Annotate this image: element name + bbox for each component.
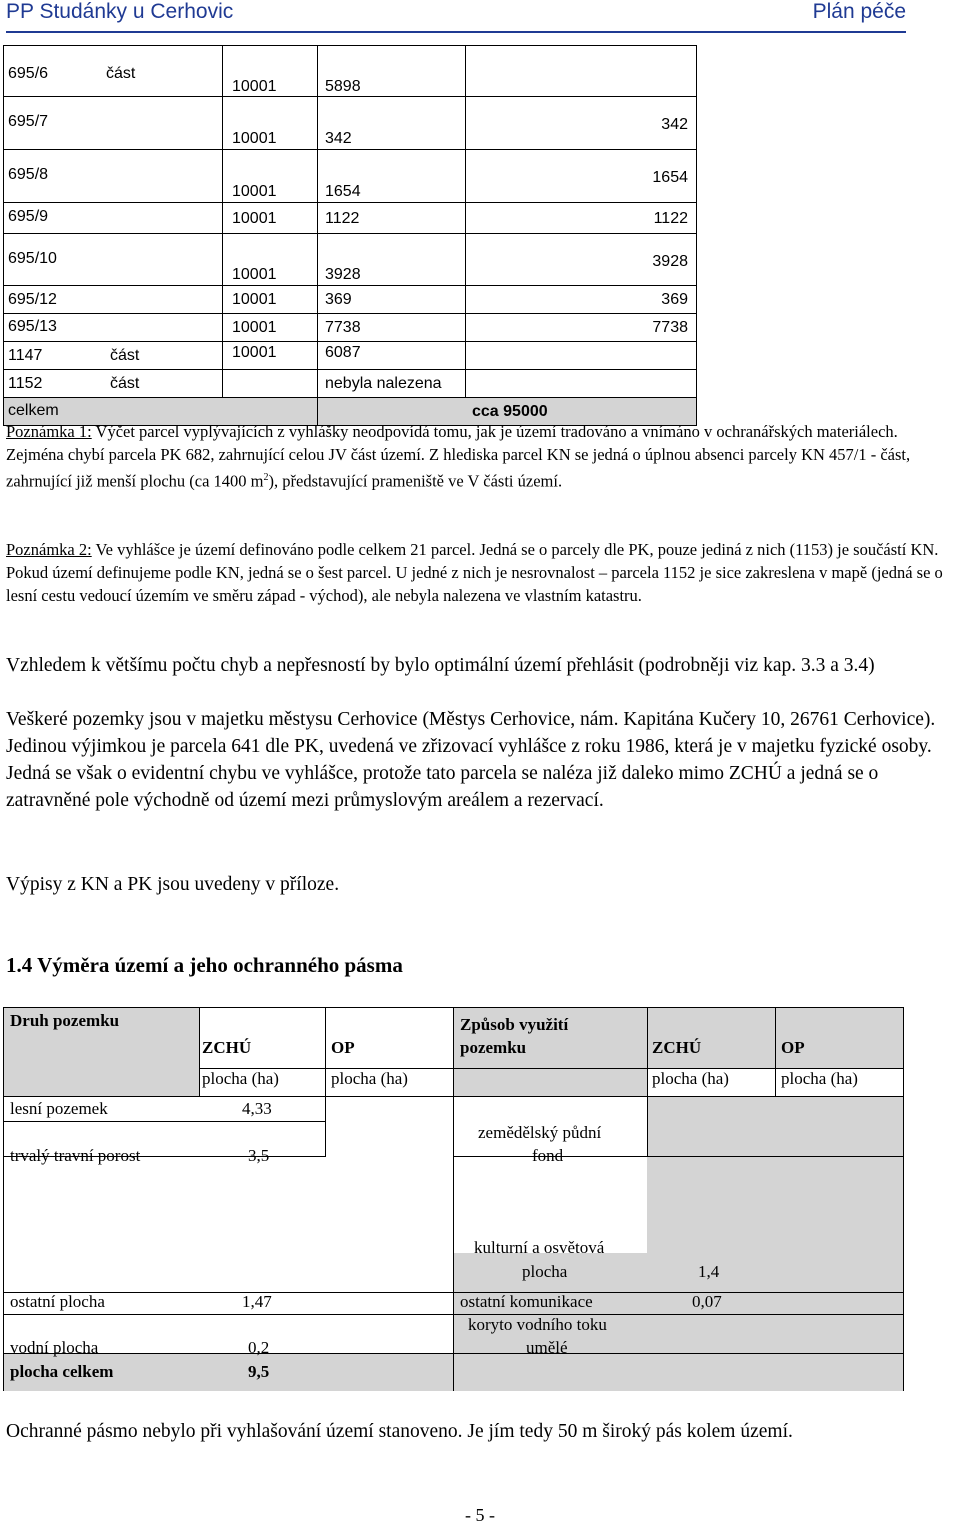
parcel-number: 1147 bbox=[8, 347, 43, 364]
parcel-table bbox=[3, 45, 697, 426]
parcel-lv: 10001 bbox=[232, 78, 277, 95]
parcel-lv: 10001 bbox=[232, 183, 277, 200]
row-value-kult: 1,4 bbox=[698, 1262, 720, 1281]
row-label-zemed-2: fond bbox=[532, 1146, 564, 1165]
parcel-number: 695/12 bbox=[8, 291, 57, 308]
parcel-part: část bbox=[110, 375, 140, 392]
parcel-part: část bbox=[106, 65, 136, 82]
table-row bbox=[3, 45, 697, 96]
parcel-area: 1122 bbox=[325, 210, 360, 227]
col-header-zpusob-2: pozemku bbox=[460, 1038, 527, 1057]
note-1 bbox=[6, 420, 946, 493]
parcel-extra: 369 bbox=[661, 291, 688, 308]
parcel-area: 5898 bbox=[325, 78, 361, 95]
note-1-tail: ), představující prameniště ve V části území. bbox=[268, 471, 563, 491]
paragraph-3: Výpisy z KN a PK jsou uvedeny v příloze. bbox=[6, 874, 340, 895]
parcel-lv: 10001 bbox=[232, 130, 277, 147]
header-divider bbox=[6, 31, 906, 33]
parcel-area: 7738 bbox=[325, 319, 361, 336]
row-value-lesni: 4,33 bbox=[242, 1099, 272, 1118]
col-header-zpusob-1: Způsob využití bbox=[460, 1015, 569, 1034]
page-header bbox=[6, 0, 906, 28]
parcel-extra: 3928 bbox=[652, 253, 688, 270]
unit-op: plocha (ha) bbox=[331, 1069, 408, 1088]
parcel-extra: 342 bbox=[661, 116, 688, 133]
unit-op-2: plocha (ha) bbox=[781, 1069, 858, 1088]
parcel-area: nebyla nalezena bbox=[325, 375, 442, 392]
note-1-sup: 2 bbox=[263, 472, 269, 483]
row-value-vodni: 0,2 bbox=[248, 1338, 270, 1357]
table-row bbox=[3, 313, 697, 341]
row-value-celkem: 9,5 bbox=[248, 1362, 270, 1381]
footer-paragraph: Ochranné pásmo nebylo při vyhlašování území stanoveno. Je jím tedy 50 m široký pás kolem území. bbox=[6, 1421, 793, 1442]
row-label-ostatni: ostatní plocha bbox=[10, 1292, 105, 1311]
parcel-number: 695/9 bbox=[8, 208, 49, 225]
area-table bbox=[3, 1007, 904, 1391]
parcel-extra: 7738 bbox=[652, 319, 688, 336]
row-label-celkem: plocha celkem bbox=[10, 1362, 114, 1381]
parcel-number: 695/6 bbox=[8, 65, 49, 82]
parcel-area: 369 bbox=[325, 291, 352, 308]
page-number: - 5 - bbox=[465, 1505, 495, 1525]
table-row bbox=[3, 149, 697, 202]
document-section: Plán péče bbox=[812, 0, 906, 23]
row-label-komunikace: ostatní komunikace bbox=[460, 1292, 593, 1311]
row-label-koryto-1: koryto vodního toku bbox=[468, 1315, 607, 1334]
parcel-extra: 1122 bbox=[653, 210, 688, 227]
col-header-zchu-2: ZCHÚ bbox=[652, 1038, 702, 1057]
row-label-kult-1: kulturní a osvětová bbox=[474, 1238, 605, 1257]
note-2-text: Ve vyhlášce je území definováno podle celkem 21 parcel. Jedná se o parcely dle PK, pouze jediná z nich (1153) je součástí KN. Pokud území definujeme podle KN, jedná se o šest parcel. U jedné z nich je nesrovnalost – parcela 1152 je sice zakreslena v mapě (jedná se o lesní cestu vedoucí územím ve směru západ - východ), ale nebyla nalezena ve vlastním katastru. bbox=[6, 540, 943, 605]
col-header-op: OP bbox=[331, 1038, 355, 1057]
table-row bbox=[3, 341, 697, 369]
parcel-area: 342 bbox=[325, 130, 352, 147]
parcel-number: 1152 bbox=[8, 375, 43, 392]
row-label-trvaly: trvalý travní porost bbox=[10, 1146, 141, 1165]
parcel-part: část bbox=[110, 347, 140, 364]
row-value-trvaly: 3,5 bbox=[248, 1146, 270, 1165]
row-label-koryto-2: umělé bbox=[526, 1338, 568, 1357]
parcel-number: 695/8 bbox=[8, 166, 49, 183]
row-label-kult-2: plocha bbox=[522, 1262, 568, 1281]
row-label-zemed-1: zemědělský půdní bbox=[478, 1123, 602, 1142]
parcel-extra: 1654 bbox=[652, 169, 688, 186]
parcel-number: 695/13 bbox=[8, 318, 57, 335]
unit-zchu-2: plocha (ha) bbox=[652, 1069, 729, 1088]
paragraph-1: Vzhledem k většímu počtu chyb a nepřesností by bylo optimální území přehlásit (podrobněji viz kap. 3.3 a 3.4) bbox=[6, 655, 875, 676]
table-row bbox=[3, 202, 697, 233]
parcel-lv: 10001 bbox=[232, 319, 277, 336]
col-header-op-2: OP bbox=[781, 1038, 805, 1057]
total-label: celkem bbox=[8, 402, 59, 419]
table-row bbox=[3, 285, 697, 313]
parcel-lv: 10001 bbox=[232, 266, 277, 283]
parcel-area: 3928 bbox=[325, 266, 361, 283]
parcel-number: 695/7 bbox=[8, 113, 49, 130]
note-1-label: Poznámka 1: bbox=[6, 422, 92, 441]
table-row bbox=[3, 233, 697, 285]
row-label-vodni: vodní plocha bbox=[10, 1338, 99, 1357]
row-label-lesni: lesní pozemek bbox=[10, 1099, 108, 1118]
section-heading: 1.4 Výměra území a jeho ochranného pásma bbox=[6, 953, 403, 977]
parcel-number: 695/10 bbox=[8, 250, 57, 267]
row-value-komunikace: 0,07 bbox=[692, 1292, 722, 1311]
row-value-ostatni: 1,47 bbox=[242, 1292, 272, 1311]
table-row bbox=[3, 369, 697, 397]
col-header-zchu: ZCHÚ bbox=[202, 1038, 252, 1057]
table-row bbox=[3, 96, 697, 149]
note-1-text: Výčet parcel vyplývajících z vyhlášky neodpovídá tomu, jak je území tradováno a vnímáno v ochranářských materiálech. Zejména chybí parcela PK 682, zahrnující celou JV část území. Z hlediska parcel KN se jedná o úplnou absenci parcely KN 457/1 - část, zahrnující již menší plochu (ca 1400 m bbox=[6, 422, 911, 491]
total-value: cca 95000 bbox=[472, 403, 548, 420]
parcel-lv: 10001 bbox=[232, 210, 277, 227]
parcel-area: 6087 bbox=[325, 344, 361, 361]
col-header-druh: Druh pozemku bbox=[10, 1011, 120, 1030]
note-2 bbox=[6, 538, 946, 607]
document-title: PP Studánky u Cerhovic bbox=[6, 0, 234, 23]
parcel-lv: 10001 bbox=[232, 291, 277, 308]
paragraph-2: Veškeré pozemky jsou v majetku městysu Cerhovice (Městys Cerhovice, nám. Kapitána Kučery 10, 26761 Cerhovice). Jedinou výjimkou je parcela 641 dle PK, uvedená ve zřizovací vyhlášce z roku 1986, která je v majetku fyzické osoby. Jedná se však o evidentní chybu ve vyhlášce, protože tato parcela se naléza již daleko mimo ZCHÚ a jedná se o zatravněné pole východně od území mezi průmyslovým areálem a rezervací. bbox=[6, 709, 936, 811]
parcel-lv: 10001 bbox=[232, 344, 277, 361]
note-2-label: Poznámka 2: bbox=[6, 540, 92, 559]
unit-zchu: plocha (ha) bbox=[202, 1069, 279, 1088]
parcel-area: 1654 bbox=[325, 183, 361, 200]
